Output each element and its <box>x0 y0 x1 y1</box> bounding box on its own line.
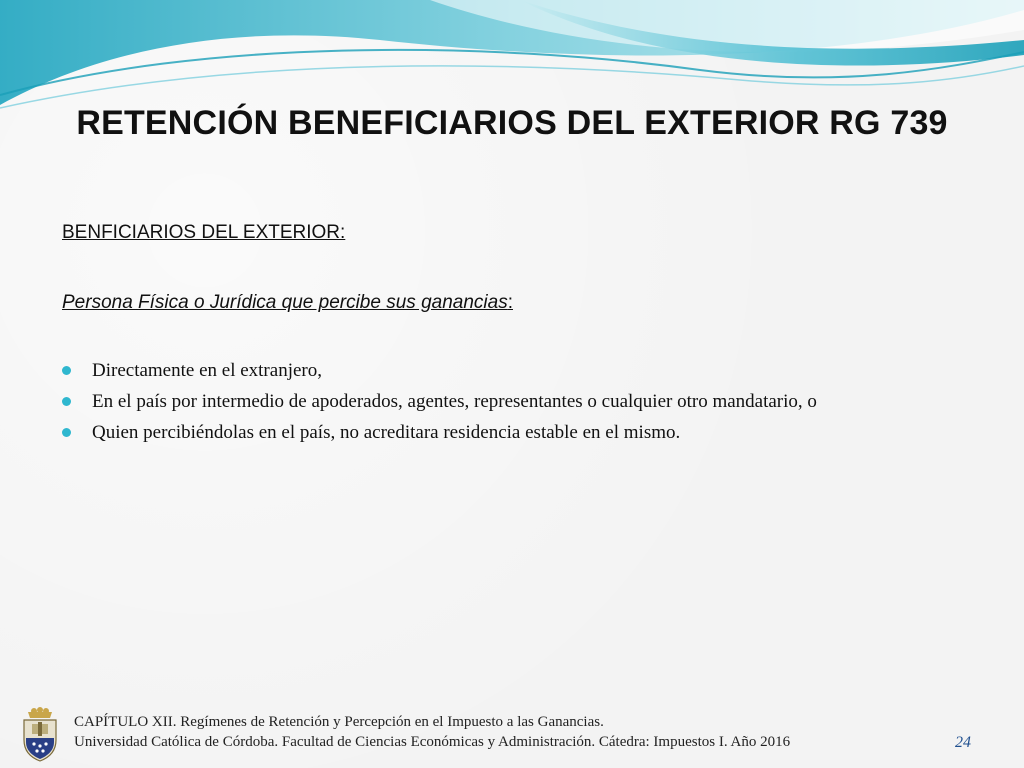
bullet-list <box>62 358 962 445</box>
bullet-text: Directamente en el extranjero, <box>92 360 322 381</box>
section-heading: BENFICIARIOS DEL EXTERIOR: <box>62 222 346 243</box>
footer-chapter-line: CAPÍTULO XII. Regímenes de Retención y Percepción en el Impuesto a las Ganancias. <box>74 714 604 730</box>
bullet-icon <box>62 428 71 437</box>
definition-colon: : <box>507 292 513 313</box>
bullet-item <box>62 358 962 383</box>
footer-university-line: Universidad Católica de Córdoba. Facultad de Ciencias Económicas y Administración. Cátedra: Impuestos I. Año 2016 <box>74 734 791 750</box>
header-wave-decoration <box>0 0 1024 120</box>
bullet-text: Quien percibiéndolas en el país, no acreditara residencia estable en el mismo. <box>92 422 681 443</box>
bullet-item <box>62 420 962 445</box>
definition-text: Persona Física o Jurídica que percibe sus ganancias <box>62 292 508 313</box>
page-number: 24 <box>955 734 971 751</box>
bullet-icon <box>62 366 71 375</box>
slide-title: RETENCIÓN BENEFICIARIOS DEL EXTERIOR RG 739 <box>76 104 948 142</box>
bullet-item <box>62 389 962 414</box>
footer-text <box>74 712 790 752</box>
slide-content <box>62 222 962 451</box>
slide-footer <box>0 700 1024 768</box>
bullet-icon <box>62 397 71 406</box>
bullet-text: En el país por intermedio de apoderados, agentes, representantes o cualquier otro mandatario, o <box>92 391 817 412</box>
definition-heading <box>62 292 962 326</box>
university-crest-icon <box>20 706 60 762</box>
